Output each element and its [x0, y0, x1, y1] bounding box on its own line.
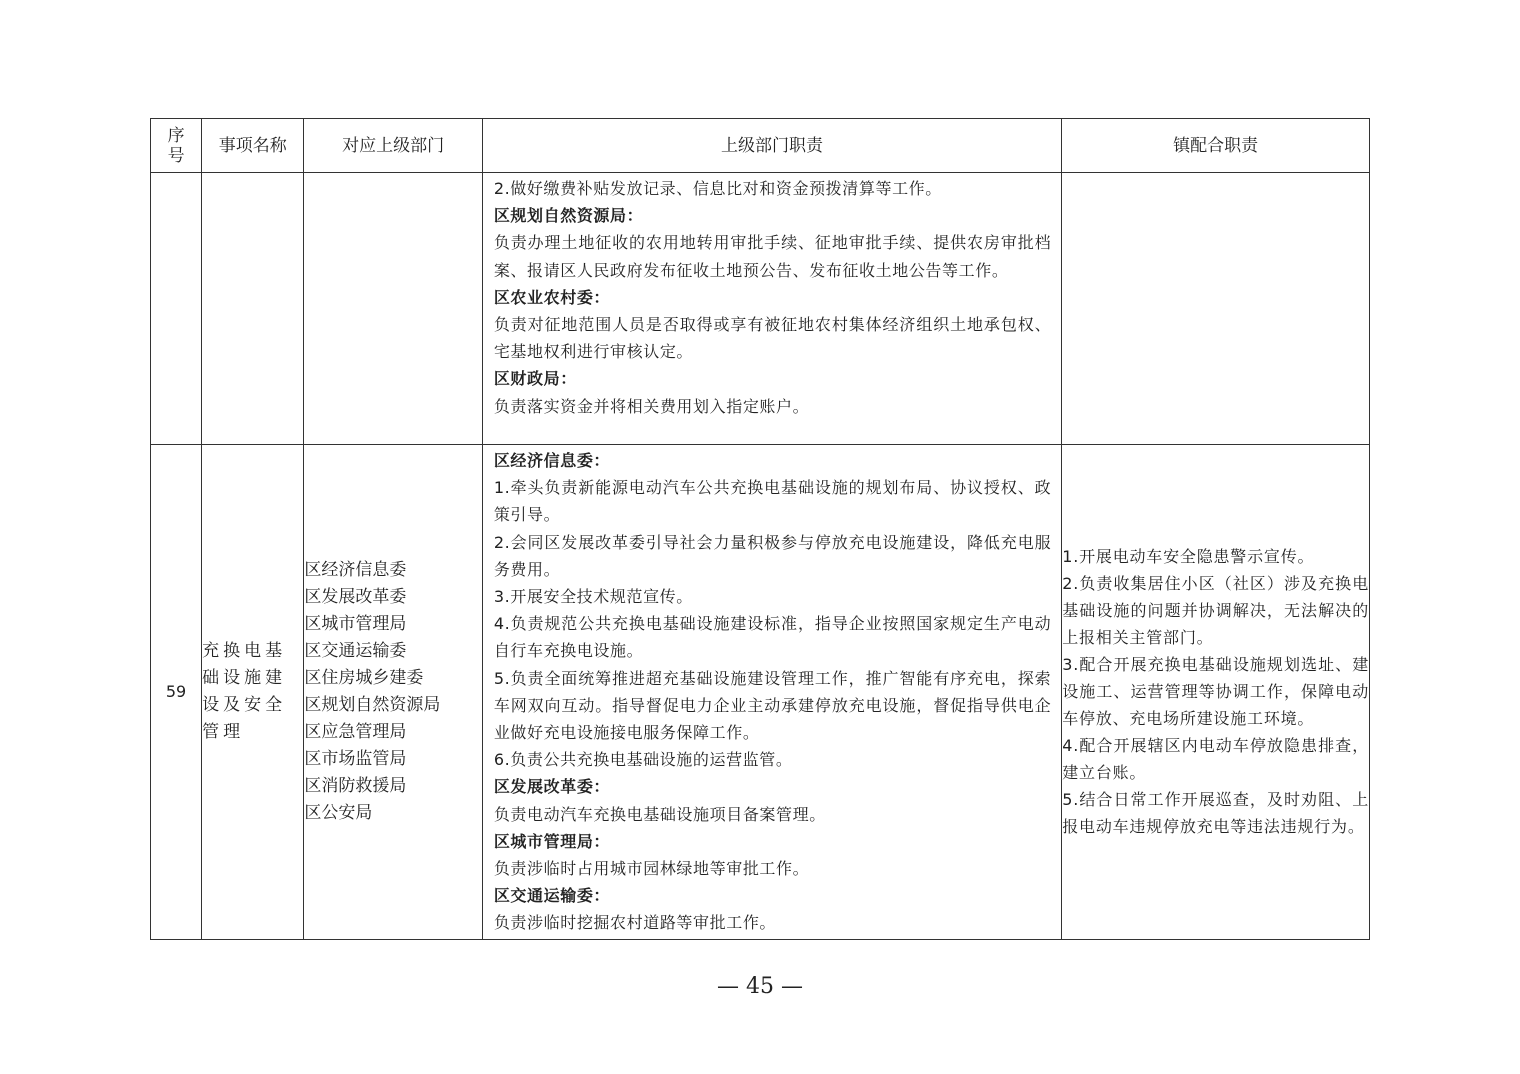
- row-59-duty-line: 5.负责全面统筹推进超充基础设施建设管理工作，推广智能有序充电，探索车网双向互动。指导督促电力企业主动承建停放充电设施，督促指导供电企业做好充电设施接电服务保障工作。: [493, 668, 1052, 743]
- continued-dept-heading: 区农业农村委：: [493, 287, 611, 307]
- table-row-59: [151, 445, 1370, 940]
- continued-duty-text: [483, 173, 1061, 422]
- row-59-duty-line: 6.负责公共充换电基础设施的运营监管。: [493, 750, 793, 770]
- row-59-dept-heading: 区城市管理局：: [493, 831, 611, 851]
- upper-dept-item: 区市场监管局: [304, 748, 407, 769]
- row-59-duty-line: 4.负责规范公共充换电基础设施建设标准，指导企业按照国家规定生产电动自行车充换电设施。: [493, 614, 1052, 661]
- continued-duty-cell: [482, 173, 1061, 445]
- continued-item-cell: [202, 173, 304, 445]
- upper-dept-item: 区城市管理局: [304, 613, 407, 634]
- upper-dept-item: 区消防救援局: [304, 775, 407, 796]
- continued-duty-line: 2.做好缴费补贴发放记录、信息比对和资金预拨清算等工作。: [493, 179, 942, 198]
- responsibility-table: [150, 118, 1370, 940]
- continued-seq-cell: [151, 173, 202, 445]
- row-59-duty-line: 2.会同区发展改革委引导社会力量积极参与停放充电设施建设，降低充电服务费用。: [493, 532, 1052, 579]
- row-59-seq: 59: [151, 445, 202, 940]
- upper-dept-item: 区规划自然资源局: [304, 694, 441, 715]
- header-upper-duty: 上级部门职责: [482, 119, 1061, 173]
- header-upper-dept: 对应上级部门: [304, 119, 482, 173]
- town-duty-item: 3.配合开展充换电基础设施规划选址、建设施工、运营管理等协调工作，保障电动车停放、充电场所建设施工环境。: [1062, 655, 1369, 729]
- continued-duty-line: 负责对征地范围人员是否取得或享有被征地农村集体经济组织土地承包权、宅基地权利进行审核认定。: [493, 315, 1052, 362]
- row-59-duty-text: [483, 445, 1061, 939]
- upper-dept-item: 区交通运输委: [304, 640, 407, 661]
- row-59-duty-line: 负责电动汽车充换电基础设施项目备案管理。: [493, 804, 826, 824]
- upper-dept-item: 区公安局: [304, 802, 373, 823]
- upper-dept-item: 区应急管理局: [304, 721, 407, 742]
- row-59-dept-heading: 区交通运输委：: [493, 886, 611, 906]
- header-town-duty: 镇配合职责: [1062, 119, 1370, 173]
- upper-dept-item: 区发展改革委: [304, 586, 407, 607]
- town-duty-item: 4.配合开展辖区内电动车停放隐患排查，建立台账。: [1062, 736, 1369, 783]
- upper-dept-item: 区经济信息委: [304, 559, 407, 580]
- continued-dept-heading: 区财政局：: [493, 369, 577, 389]
- row-59-duty-cell: [482, 445, 1061, 940]
- row-59-upper-depts: [304, 445, 482, 940]
- table-header-row: [151, 119, 1370, 173]
- row-59-dept-heading: 区发展改革委：: [493, 777, 611, 797]
- row-59-item-name: 充换电基础设施建设及安全管理: [202, 445, 304, 940]
- town-duty-item: 5.结合日常工作开展巡查，及时劝阻、上报电动车违规停放充电等违法违规行为。: [1062, 790, 1369, 837]
- row-59-dept-heading: 区经济信息委：: [493, 451, 611, 470]
- continued-town-cell: [1062, 173, 1370, 445]
- town-duty-item: 1.开展电动车安全隐患警示宣传。: [1062, 547, 1315, 567]
- continued-duty-line: 负责落实资金并将相关费用划入指定账户。: [493, 396, 810, 416]
- row-59-duty-line: 1.牵头负责新能源电动汽车公共充换电基础设施的规划布局、协议授权、政策引导。: [493, 478, 1052, 525]
- continued-dept-cell: [304, 173, 482, 445]
- row-59-duty-line: 3.开展安全技术规范宣传。: [493, 587, 693, 607]
- row-59-town-duty: [1062, 445, 1370, 940]
- continued-dept-heading: 区规划自然资源局：: [493, 206, 644, 226]
- upper-dept-item: 区住房城乡建委: [304, 667, 424, 688]
- header-seq: 序号: [151, 119, 202, 173]
- table-row-continued: [151, 173, 1370, 445]
- continued-duty-line: 负责办理土地征收的农用地转用审批手续、征地审批手续、提供农房审批档案、报请区人民政府发布征收土地预公告、发布征收土地公告等工作。: [493, 233, 1052, 280]
- header-item-name: 事项名称: [202, 119, 304, 173]
- page-number: — 45 —: [717, 974, 803, 999]
- town-duty-item: 2.负责收集居住小区（社区）涉及充换电基础设施的问题并协调解决，无法解决的上报相关主管部门。: [1062, 574, 1369, 648]
- row-59-duty-line: 负责涉临时占用城市园林绿地等审批工作。: [493, 859, 810, 879]
- row-59-duty-line: 负责涉临时挖掘农村道路等审批工作。: [493, 913, 777, 933]
